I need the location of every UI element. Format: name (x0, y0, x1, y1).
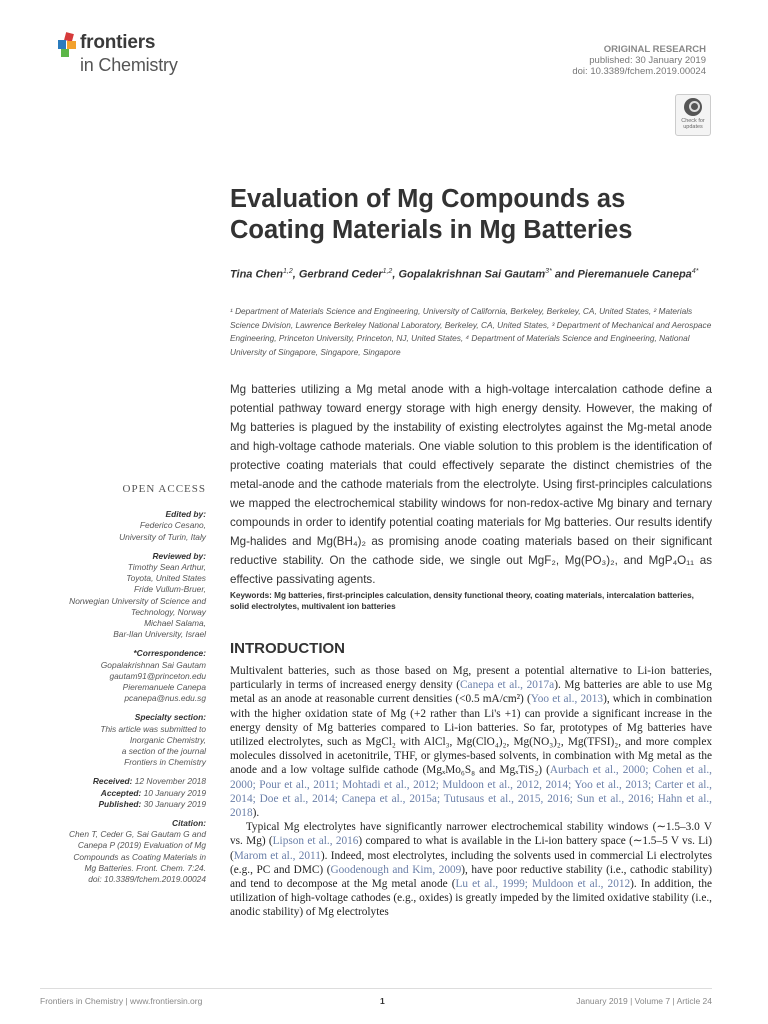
body-text: Typical Mg electrolytes have significantly narrower electrochemical stability windows (∼1.5–3.0 V vs. Mg) ( (230, 821, 712, 848)
body-text: ), which in combination with the higher oxidation state of Mg (+2 rather than Li's +1) can provide a significant increase in the energy density of Mg batteries compared to Li-ion batteries. So far, prototypes of Mg batteries have utilized electrolytes, such as MgCl₂ with AlCl₃, Mg(ClO₄)₂, Mg(NO₃)₂, Mg(TFSI)₂, and more complex molecules dissolved in acetonitrile, THF, or glymes-based solvents, in combination with Mg metal as the anode and a low voltage sulfide cathode (MgₓMo₆S₈ and MgₓTiS₂) ( (230, 693, 712, 777)
author-separator: , (292, 268, 299, 281)
check-updates-icon (684, 98, 702, 116)
check-updates-label: Check for updates (681, 118, 705, 130)
footer-issue-info: January 2019 | Volume 7 | Article 24 (576, 996, 712, 1006)
body-text: Multivalent batteries, such as those based on Mg, present a potential alternative to Li-ion batteries, particularly in terms of increased energy density ( (230, 665, 712, 692)
sidebar-value: Timothy Sean Arthur, Toyota, United States Fride Vullum-Bruer, Norwegian University of Science and Technology, Norway Michael Salama, Bar-Ilan University, Israel (69, 562, 206, 640)
intro-paragraph-2 (230, 820, 712, 919)
author-separator: and (551, 268, 578, 281)
frontiers-logo-icon (58, 33, 82, 57)
body-text: ). (252, 807, 260, 820)
journal-logo[interactable] (58, 33, 218, 83)
sidebar-date-row (40, 776, 206, 787)
article-doi[interactable]: doi: 10.3389/fchem.2019.00024 (572, 66, 706, 77)
abstract: Mg batteries utilizing a Mg metal anode with a high-voltage intercalation cathode define a potential pathway toward energy storage with high energy density. However, the making of Mg batteries is plagued by the instability of existing electrolytes against the Mg-metal anode and high-voltage cathode materials. One viable solution to this problem is the identification of protective coating materials that could effectively separate the distinct chemistries of the metal-anode and the cathode materials from the electrolyte. Using first-principles calculations we mapped the electrochemical stability windows for non-redox-active Mg binary and ternary compounds in order to identify potential coating materials for Mg batteries. Our results identify Mg-halides and Mg(BH₄)₂ as promising anode coating materials based on their significant reductive stability. On the cathode side, we single out MgF₂, Mg(PO₃)₂, and MgP₄O₁₁ as effective passivating agents. (230, 383, 712, 586)
citation-link[interactable]: Canepa et al., 2017a (460, 679, 555, 692)
body-text: ). Indeed, most electrolytes, including the solvents used in commercial Li electrolytes (e.g., PC and DMC) ( (230, 849, 713, 876)
sidebar-value: 30 January 2019 (143, 798, 206, 809)
journal-name-line2: in Chemistry (80, 55, 178, 75)
author-affiliation-mark: 3* (545, 268, 552, 275)
author-affiliation-mark: 1,2 (282, 268, 293, 275)
affiliations: ¹ Department of Materials Science and Engineering, University of California, Berkeley, Berkeley, CA, United States, ² Materials Science Division, Lawrence Berkeley National Laboratory, Berkeley, CA, United States, ³ Department of Mechanical and Aerospace Engineering, Princeton University, Princeton, NJ, United States, ⁴ Department of Materials Science and Engineering, National University of Singapore, Singapore, Singapore (230, 306, 712, 357)
author-name[interactable]: Pieremanuele Canepa (577, 268, 692, 281)
sidebar-date-row (40, 799, 206, 810)
sidebar-label: Specialty section: (134, 712, 206, 723)
body-text: ) compared to what is available in the Li-ion battery space (∼1.5–5 V vs. Li) ( (230, 835, 712, 862)
journal-name-line1: frontiers (80, 32, 156, 53)
intro-paragraph-1 (230, 664, 712, 820)
open-access-label: OPEN ACCESS (122, 483, 206, 495)
citation-link[interactable]: Yoo et al., 2013 (530, 693, 604, 706)
body-text: ). In addition, the utilization of high-voltage cathodes (e.g., oxides) is greatly impeded by the limited oxidative stability (i.e., anodic stability) of Mg electrolytes (230, 878, 712, 919)
author-list (230, 265, 710, 282)
sidebar-label: Citation: (172, 818, 206, 829)
introduction-body (230, 664, 712, 920)
sidebar-sections (40, 509, 206, 885)
sidebar-value: This article was submitted to Inorganic Chemistry, a section of the journal Frontiers in Chemistry (100, 723, 206, 768)
article-info-sidebar (40, 484, 206, 885)
sidebar-label: *Correspondence: (133, 648, 206, 659)
author-name[interactable]: Gerbrand Ceder (298, 268, 383, 281)
sidebar-label: Accepted: (100, 787, 144, 798)
sidebar-date-row (40, 788, 206, 799)
author-name[interactable]: Tina Chen (230, 268, 283, 281)
body-text: ), have poor reductive stability (i.e., cathodic stability) and tend to decompose at the Mg metal anode ( (230, 863, 712, 891)
citation-link[interactable]: Aurbach et al., 2000; Cohen et al., 2000; Pour et al., 2011; Mohtadi et al., 2012; Muldoon et al., 2012, 2014; Yoo et al., 2013; Carter et al., 2014; Doe et al., 2014; Canepa et al., 2015a; Tutusaus et al., 2015, 2016; Sun et al., 2016; Hahn et al., 2018 (230, 764, 712, 820)
sidebar-label: Received: (92, 776, 135, 787)
section-heading-introduction: INTRODUCTION (230, 640, 345, 657)
citation-link[interactable]: Lu et al., 1999; Muldoon et al., 2012 (455, 878, 631, 891)
citation-link[interactable]: Marom et al., 2011 (233, 849, 321, 862)
author-separator: , (392, 268, 399, 281)
article-type: ORIGINAL RESEARCH (603, 44, 706, 55)
page-number: 1 (380, 996, 385, 1006)
author-name[interactable]: Gopalakrishnan Sai Gautam (398, 268, 546, 281)
footer-journal-link[interactable]: Frontiers in Chemistry | www.frontiersin.org (40, 996, 203, 1006)
page-footer (40, 988, 712, 1006)
sidebar-value: 10 January 2019 (143, 787, 206, 798)
article-title: Evaluation of Mg Compounds as Coating Materials in Mg Batteries (230, 185, 633, 244)
sidebar-label: Published: (98, 798, 144, 809)
body-text: ). Mg batteries are able to use Mg metal as an anode at reasonable current densities (<0.5 mA/cm²) ( (230, 679, 712, 706)
author-affiliation-mark: 1,2 (382, 268, 393, 275)
author-affiliation-mark: 4* (691, 268, 699, 275)
sidebar-label: Edited by: (165, 509, 206, 520)
article-header (572, 44, 706, 77)
citation-link[interactable]: Goodenough and Kim, 2009 (330, 863, 462, 876)
keywords: Keywords: Mg batteries, first-principles calculation, density functional theory, coating materials, intercalation batteries, solid electrolytes, multivalent ion batteries (230, 591, 694, 611)
check-for-updates-button[interactable] (675, 94, 711, 136)
sidebar-value: 12 November 2018 (134, 776, 206, 787)
sidebar-value: Gopalakrishnan Sai Gautam gautam91@princeton.edu Pieremanuele Canepa pcanepa@nus.edu.sg (100, 659, 206, 704)
sidebar-value: Federico Cesano, University of Turin, Italy (119, 520, 206, 542)
published-date: published: 30 January 2019 (589, 55, 706, 66)
sidebar-value: Chen T, Ceder G, Sai Gautam G and Canepa P (2019) Evaluation of Mg Compounds as Coating Materials in Mg Batteries. Front. Chem. 7:24. doi: 10.3389/fchem.2019.00024 (68, 829, 206, 885)
citation-link[interactable]: Lipson et al., 2016 (272, 835, 359, 848)
sidebar-label: Reviewed by: (152, 550, 206, 561)
